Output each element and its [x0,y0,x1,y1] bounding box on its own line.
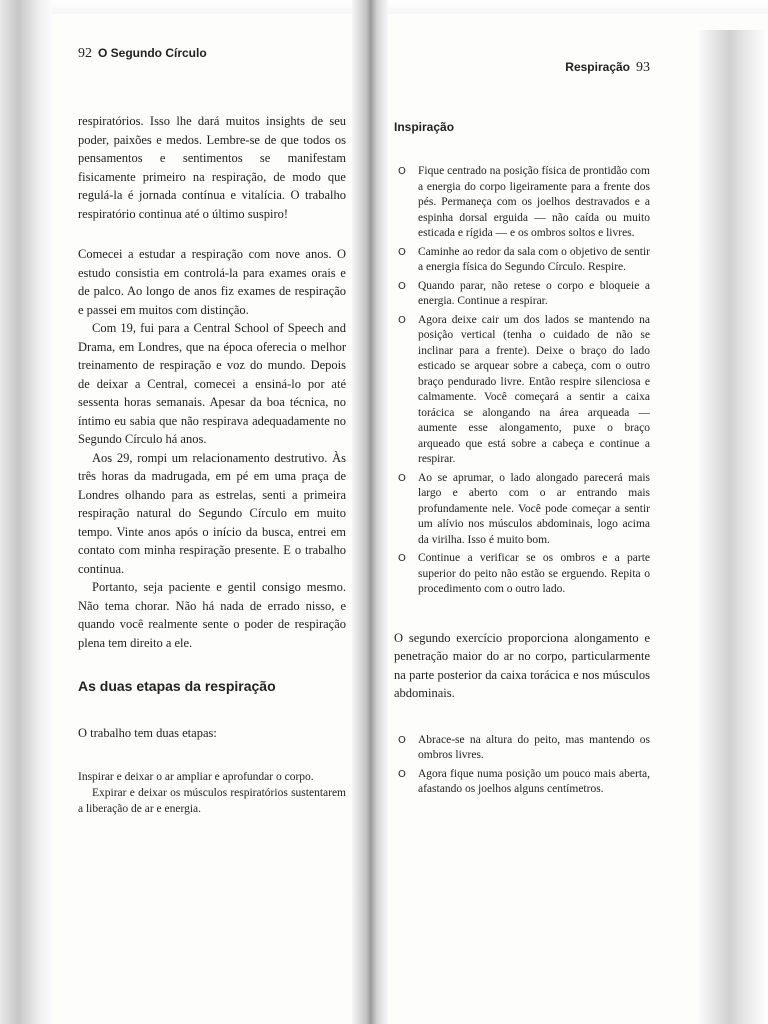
inspiration-exercise-list [394,164,650,598]
list-item: O Continue a verificar se os ombros e a parte superior do peito não estão se erguendo. Repita o procedimento com o outro lado. [398,552,650,595]
list-item: O Abrace-se na altura do peito, mas mantendo os ombros livres. [398,733,650,761]
left-running-title: O Segundo Círculo [98,46,207,60]
list-item: O Agora fique numa posição um pouco mais aberta, afastando os joelhos alguns centímetros. [398,767,650,795]
right-running-title: Respiração [565,60,630,74]
left-page-number: 92 [78,46,92,61]
left-section-intro: O trabalho tem duas etapas: [78,726,217,740]
right-page-number: 93 [636,60,650,75]
list-item: O Ao se aprumar, o lado alongado parecerá mais largo e aberto com o ar entrando mais profundamente nele. Você pode começar a sentir um alívio nos músculos abdominais, logo acima da virilha. Isso é muito bom. [398,471,650,546]
right-page [394,60,650,1020]
second-exercise-list [394,733,650,798]
list-item: O Quando parar, não retese o corpo e bloqueie a energia. Continue a respirar. [398,279,650,307]
bullet-circle-icon: O [398,280,406,292]
bullet-circle-icon: O [398,472,406,484]
list-item: O Fique centrado na posição física de prontidão com a energia do corpo ligeiramente para a frente dos pés. Permaneça com os joelhos destravados e a espinha dorsal erguida — não caída ou muito esticada e rígida — e os ombros soltos e livres. [398,165,650,239]
bullet-circle-icon: O [398,314,406,326]
bullet-circle-icon: O [398,768,406,780]
left-section-heading: As duas etapas da respiração [78,678,276,694]
left-paragraph-3: Com 19, fui para a Central School of Speech and Drama, em Londres, que na época oferecia o melhor treinamento de respiração e voz do mundo. Depois de deixar a Central, comecei a ensiná-lo por até sessenta horas semanais. Apesar da boa técnica, no íntimo eu sabia que não respirava adequadamente no Segundo Círculo há anos. [78,321,346,446]
left-paragraph-5: Portanto, seja paciente e gentil consigo mesmo. Não tema chorar. Não há nada de errado nisso, e quando você realmente sente o poder de respiração plena tem direito a ele. [78,580,346,650]
left-page-edge-shadow [0,0,52,1024]
left-paragraph-2: Comecei a estudar a respiração com nove anos. O estudo consistia em controlá-la para exames orais e de palco. Ao longo de anos fiz exames de respiração e passei em muitos com distinção. [78,247,346,317]
step-exhale: Expirar e deixar os músculos respiratórios sustentarem a liberação de ar e energia. [78,786,346,815]
left-paragraph-1: respiratórios. Isso lhe dará muitos insights de seu poder, paixões e medos. Lembre-se de que todos os pensamentos e sentimentos se manifestam fisicamente primeiro na respiração, de modo que regulá-la é jornada contínua e vitalícia. O trabalho respiratório continua até o último suspiro! [78,114,346,221]
left-running-head [78,46,346,62]
right-section-heading: Inspiração [394,120,455,134]
bullet-circle-icon: O [398,246,406,258]
left-page [78,46,346,1006]
step-inhale: Inspirar e deixar o ar ampliar e aprofundar o corpo. [78,770,314,783]
bullet-circle-icon: O [398,553,406,564]
breathing-steps [78,769,346,817]
right-page-edge-shadow [698,30,768,1024]
right-running-head [394,60,650,76]
list-item: O Agora deixe cair um dos lados se mantendo na posição vertical (tenha o cuidado de não se inclinar para a frente). Deixe o braço do lado esticado se arquear sobre a cabeça, com o outro braço pendurado livre. Então respire silenciosa e calmamente. Você começará a sentir a caixa torácica se alongando na área arqueada — aumente esse alongamento, puxe o braço arqueado que está sobre a cabeça e continue a respirar. [398,313,650,465]
left-paragraph-4: Aos 29, rompi um relacionamento destrutivo. Às três horas da madrugada, em pé em uma praça de Londres olhando para as estrelas, senti a primeira respiração natural do Segundo Círculo em muito tempo. Vinte anos após o início da busca, entrei em contato com minha respiração presente. E o trabalho continua. [78,450,346,576]
bullet-circle-icon: O [398,734,406,746]
right-paragraph: O segundo exercício proporciona alongamento e penetração maior do ar no corpo, particularmente na parte posterior da caixa torácica e nos músculos abdominais. [394,630,650,700]
list-item: O Caminhe ao redor da sala com o objetivo de sentir a energia física do Segundo Círculo. Respire. [398,245,650,273]
bullet-circle-icon: O [398,166,406,177]
book-gutter-shadow [352,0,388,1024]
